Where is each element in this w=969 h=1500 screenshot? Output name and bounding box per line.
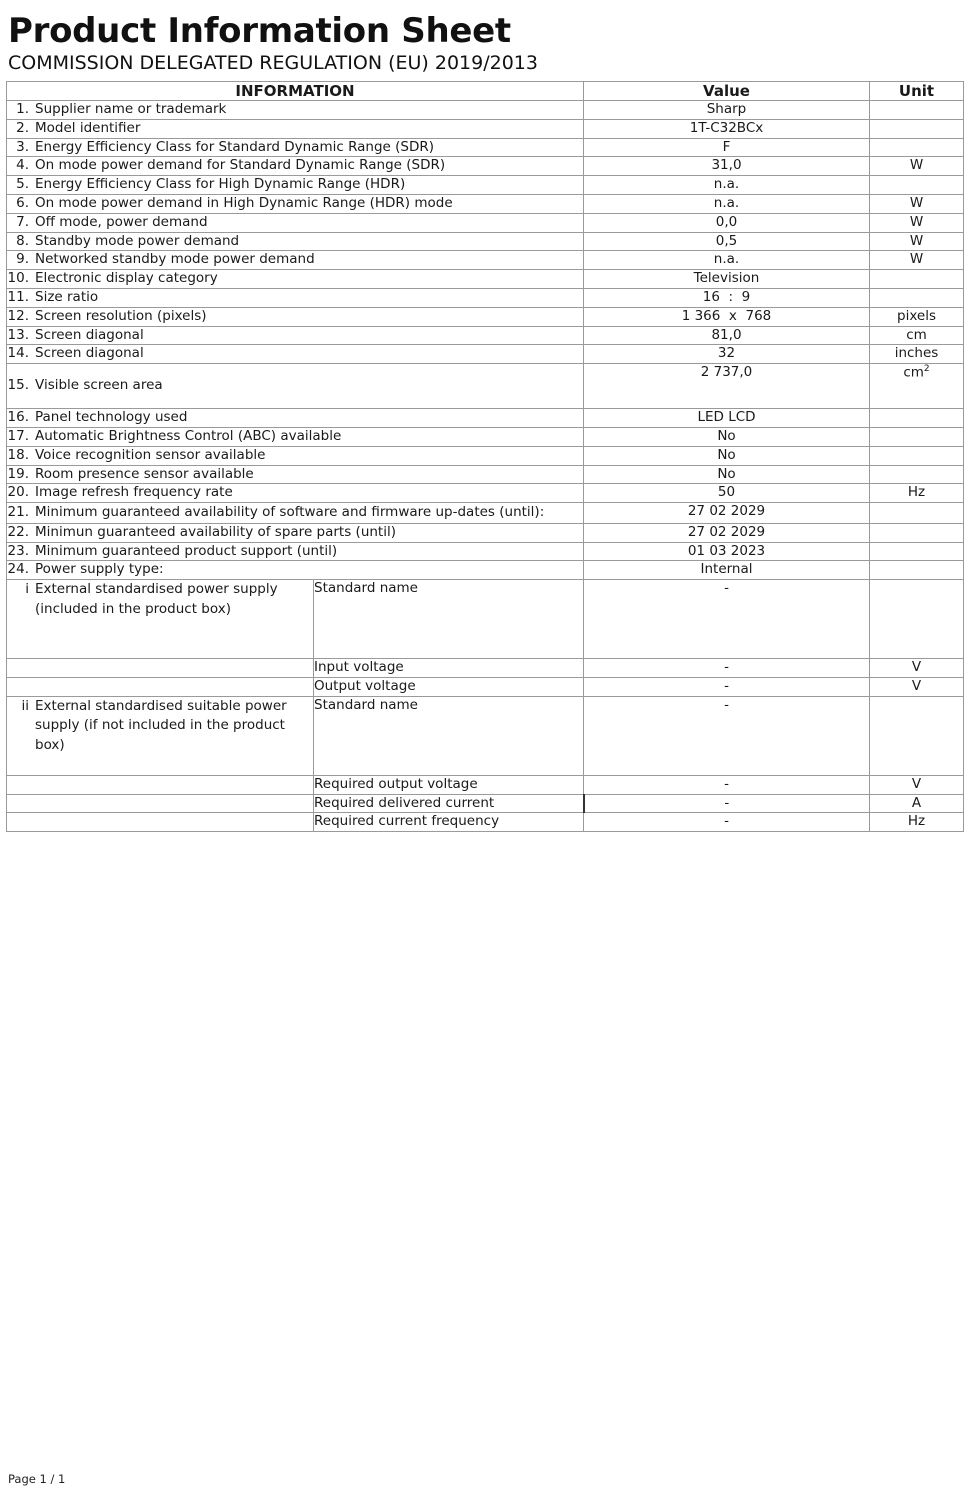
row-unit: [870, 561, 964, 580]
row-number: 13.: [7, 326, 29, 343]
row-label-text: Energy Efficiency Class for High Dynamic Range (HDR): [35, 176, 406, 193]
psu-subrow-label: Standard name: [314, 696, 584, 775]
row-number: 16.: [7, 409, 29, 426]
table-row: [7, 138, 964, 157]
column-header-value: Value: [584, 81, 870, 100]
psu-subrow-unit: V: [870, 775, 964, 794]
row-number: 24.: [7, 561, 29, 578]
row-label-text: Visible screen area: [35, 377, 163, 394]
row-label: [7, 270, 584, 289]
table-row: [7, 289, 964, 308]
row-label: [7, 119, 584, 138]
row-number: 20.: [7, 484, 29, 501]
table-row: [7, 194, 964, 213]
table-row: [7, 232, 964, 251]
row-unit: [870, 270, 964, 289]
row-unit: Hz: [870, 484, 964, 503]
psu-section-number: i: [25, 581, 29, 598]
row-number: 23.: [7, 542, 29, 559]
row-label: [7, 465, 584, 484]
table-row: [7, 696, 964, 775]
row-unit: W: [870, 157, 964, 176]
row-label-text: Off mode, power demand: [35, 213, 208, 230]
row-value: LED LCD: [584, 409, 870, 428]
row-value: 01 03 2023: [584, 542, 870, 561]
row-unit-text: cm: [903, 364, 924, 381]
psu-subrow-unit: V: [870, 659, 964, 678]
row-unit: [870, 176, 964, 195]
row-number: 9.: [16, 251, 29, 268]
row-unit: [870, 119, 964, 138]
row-value: 2 737,0: [584, 364, 870, 409]
psu-empty-cell: [7, 659, 314, 678]
row-label: [7, 364, 584, 409]
psu-empty-cell: [7, 813, 314, 832]
row-number: 1.: [16, 100, 29, 117]
page-title: Product Information Sheet: [8, 11, 511, 51]
table-row: [7, 119, 964, 138]
row-label: [7, 289, 584, 308]
psu-subrow-value: -: [584, 580, 870, 659]
table-row: [7, 427, 964, 446]
table-body: [7, 100, 964, 831]
table-row: [7, 176, 964, 195]
row-number: 6.: [16, 194, 29, 211]
psu-subrow-label: Standard name: [314, 580, 584, 659]
row-value: Internal: [584, 561, 870, 580]
unit-exponent: 2: [923, 364, 930, 375]
row-unit: [870, 523, 964, 542]
row-value: 32: [584, 345, 870, 364]
row-label-text: Screen resolution (pixels): [35, 307, 207, 324]
psu-subrow-unit: A: [870, 794, 964, 813]
row-unit: [870, 503, 964, 524]
row-number: 7.: [16, 213, 29, 230]
psu-empty-cell: [7, 794, 314, 813]
row-label: [7, 523, 584, 542]
row-label: [7, 176, 584, 195]
row-value: F: [584, 138, 870, 157]
row-label: [7, 232, 584, 251]
row-number: 3.: [16, 138, 29, 155]
table-row: [7, 677, 964, 696]
table-row: [7, 307, 964, 326]
row-label-text: Minimum guaranteed product support (until): [35, 542, 338, 559]
row-value: 1T-C32BCx: [584, 119, 870, 138]
row-value: n.a.: [584, 194, 870, 213]
row-unit: [870, 446, 964, 465]
row-value: 1 366 x 768: [584, 307, 870, 326]
row-label-text: On mode power demand in High Dynamic Range (HDR) mode: [35, 194, 453, 211]
table-row: [7, 775, 964, 794]
row-number: 18.: [7, 446, 29, 463]
psu-subrow-value: -: [584, 813, 870, 832]
row-value: 27 02 2029: [584, 523, 870, 542]
row-label: [7, 251, 584, 270]
psu-section-label-text: External standardised power supply (included in the product box): [35, 581, 278, 617]
row-label-text: Voice recognition sensor available: [35, 446, 266, 463]
row-unit: [870, 465, 964, 484]
row-label-text: Networked standby mode power demand: [35, 251, 315, 268]
psu-subrow-value: -: [584, 696, 870, 775]
row-value: No: [584, 465, 870, 484]
table-row: [7, 364, 964, 409]
row-unit: cm: [870, 326, 964, 345]
row-label-text: Model identifier: [35, 119, 141, 136]
row-unit: pixels: [870, 307, 964, 326]
table-row: [7, 326, 964, 345]
row-label: [7, 326, 584, 345]
row-value: 16 : 9: [584, 289, 870, 308]
psu-subrow-value: -: [584, 677, 870, 696]
row-value: n.a.: [584, 251, 870, 270]
table-row: [7, 561, 964, 580]
table-row: [7, 409, 964, 428]
table-row: [7, 446, 964, 465]
psu-subrow-value: -: [584, 775, 870, 794]
psu-subrow-unit: Hz: [870, 813, 964, 832]
column-header-unit: Unit: [870, 81, 964, 100]
row-number: 15.: [7, 377, 29, 394]
row-number: 21.: [7, 504, 29, 521]
table-row: [7, 100, 964, 119]
row-value: Television: [584, 270, 870, 289]
row-unit: [870, 409, 964, 428]
row-label: [7, 100, 584, 119]
row-label-text: Size ratio: [35, 289, 99, 305]
row-label: [7, 542, 584, 561]
psu-subrow-unit: V: [870, 677, 964, 696]
table-row: [7, 580, 964, 659]
row-label: [7, 409, 584, 428]
table-row: [7, 794, 964, 813]
row-number: 10.: [7, 270, 29, 287]
row-number: 22.: [7, 523, 29, 540]
row-unit: W: [870, 251, 964, 270]
row-unit: inches: [870, 345, 964, 364]
regulation-subtitle: COMMISSION DELEGATED REGULATION (EU) 2019/2013: [8, 52, 538, 75]
row-label-text: Panel technology used: [35, 409, 188, 426]
psu-empty-cell: [7, 677, 314, 696]
row-label-text: Screen diagonal: [35, 326, 144, 343]
psu-section-label: [7, 696, 314, 775]
psu-empty-cell: [7, 775, 314, 794]
row-label-text: Room presence sensor available: [35, 465, 254, 482]
table-row: [7, 523, 964, 542]
row-unit: W: [870, 213, 964, 232]
column-header-information: INFORMATION: [7, 81, 584, 100]
row-label: [7, 194, 584, 213]
row-label-text: Supplier name or trademark: [35, 100, 227, 117]
row-number: 2.: [16, 119, 29, 136]
table-row: [7, 542, 964, 561]
row-number: 12.: [7, 307, 29, 324]
row-value: 0,5: [584, 232, 870, 251]
psu-subrow-value: -: [584, 659, 870, 678]
page-footer: Page 1 / 1: [8, 1472, 66, 1486]
table-row: [7, 345, 964, 364]
table-row: [7, 813, 964, 832]
row-label-text: Electronic display category: [35, 270, 218, 287]
row-number: 11.: [7, 289, 29, 305]
row-value: 31,0: [584, 157, 870, 176]
row-value: Sharp: [584, 100, 870, 119]
psu-section-number: ii: [21, 697, 29, 714]
row-label-text: On mode power demand for Standard Dynamic Range (SDR): [35, 157, 446, 174]
row-value: n.a.: [584, 176, 870, 195]
row-label: [7, 561, 584, 580]
table-header-row: [7, 81, 964, 100]
row-number: 5.: [16, 176, 29, 193]
row-label-text: Minimum guaranteed availability of software and firmware up-dates (until):: [35, 504, 545, 521]
row-number: 14.: [7, 345, 29, 362]
psu-subrow-unit: [870, 580, 964, 659]
row-value: No: [584, 427, 870, 446]
row-label-text: Automatic Brightness Control (ABC) available: [35, 427, 342, 444]
table-row: [7, 465, 964, 484]
row-label-text: Minimun guaranteed availability of spare parts (until): [35, 523, 396, 540]
row-value: 27 02 2029: [584, 503, 870, 524]
row-unit: [870, 542, 964, 561]
row-number: 17.: [7, 427, 29, 444]
psu-subrow-label: Output voltage: [314, 677, 584, 696]
product-information-table: [6, 81, 964, 832]
psu-subrow-unit: [870, 696, 964, 775]
row-number: 4.: [16, 157, 29, 174]
row-unit: [870, 289, 964, 308]
row-label-text: Standby mode power demand: [35, 232, 240, 249]
row-value: 81,0: [584, 326, 870, 345]
row-unit: [870, 427, 964, 446]
row-unit: W: [870, 232, 964, 251]
row-number: 19.: [7, 465, 29, 482]
row-label-text: Power supply type:: [35, 561, 164, 578]
row-unit: [870, 138, 964, 157]
row-label: [7, 307, 584, 326]
row-unit: W: [870, 194, 964, 213]
row-value: No: [584, 446, 870, 465]
row-label: [7, 446, 584, 465]
row-label: [7, 157, 584, 176]
table-row: [7, 251, 964, 270]
row-label: [7, 427, 584, 446]
psu-section-label: [7, 580, 314, 659]
table-row: [7, 484, 964, 503]
row-number: 8.: [16, 232, 29, 249]
row-unit: [870, 364, 964, 409]
table-row: [7, 270, 964, 289]
psu-section-label-text: External standardised suitable power supply (if not included in the product box): [35, 697, 287, 753]
psu-subrow-label: Required current frequency: [314, 813, 584, 832]
row-label: [7, 503, 584, 524]
psu-subrow-label: Required delivered current: [314, 794, 584, 813]
row-label: [7, 345, 584, 364]
row-label: [7, 138, 584, 157]
psu-subrow-label: Required output voltage: [314, 775, 584, 794]
table-row: [7, 213, 964, 232]
table-row: [7, 659, 964, 678]
row-value: 50: [584, 484, 870, 503]
table-row: [7, 503, 964, 524]
row-label: [7, 213, 584, 232]
row-label-text: Energy Efficiency Class for Standard Dynamic Range (SDR): [35, 138, 435, 155]
table-row: [7, 157, 964, 176]
row-value: 0,0: [584, 213, 870, 232]
psu-subrow-label: Input voltage: [314, 659, 584, 678]
row-label-text: Image refresh frequency rate: [35, 484, 233, 501]
row-label-text: Screen diagonal: [35, 345, 144, 362]
row-label: [7, 484, 584, 503]
row-unit: [870, 100, 964, 119]
psu-subrow-value: -: [584, 794, 870, 813]
